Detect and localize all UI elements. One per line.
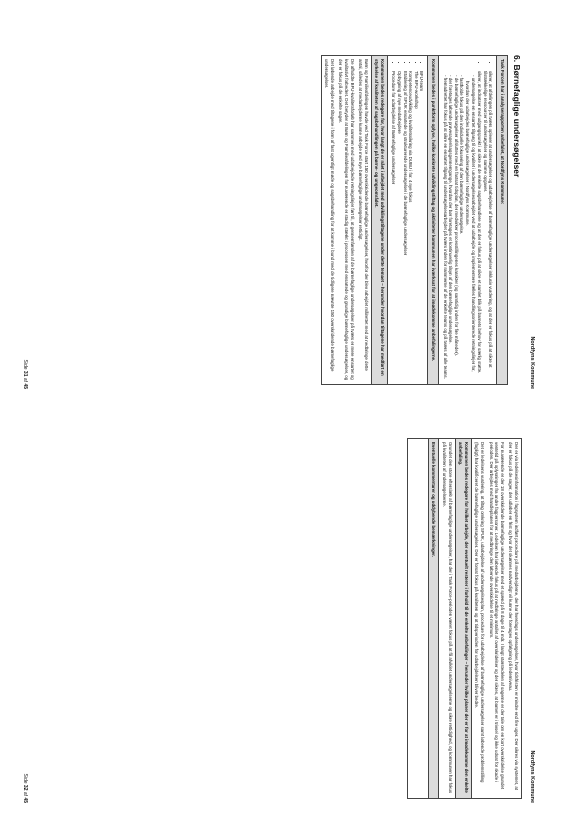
- recommendation-list: [442, 59, 493, 381]
- answer-paragraph: Det er ledelsens vurdering, at tiltag omkring SPUK, udarbejdelse af undersøgelsesplan, procedure for udarbejdelse af børnefaglige undersøgelser samt løbende problemstilling (fagligt) har kvalificeret de børnefaglige undersøgelser. Der er forsat fokus på kvaliteten og at tidsperioden for udarbejdelsen bliver bedre.: [474, 442, 486, 783]
- sub-recommendation-list: [442, 71, 476, 381]
- continued-table: [407, 438, 522, 799]
- actions-cell: [387, 56, 428, 384]
- list-item: • sikrer, at afdelingen på tværs oplever at undersøgelser og udarbejdelse af børnefaglige undersøgelser inklusiv vurdering, og at der er fokus på at sikre at tilstrækkelige ressourcer til undersøgelser og samme opgaver.: [482, 71, 493, 381]
- answer-paragraph: For nuværende er der 18 overskridende børnefaglige undersøgelser med et spænd på 8 dage til 4 mdr. I langt størstedelen af sagerne er der tale om en kort overskridelse grundet ventetid på oplysninger fra andre fagpersoner. Ledelsen har løbende fokus på at nedbringe antallet af overskridelser og der sikres, at barnet er i trivsel og ikke udsat for skade i perioden. Der arbejdes med handleplanen for at nedbringe den løbende overskridelse til et minimum.: [488, 442, 505, 790]
- list-item: • Procedure for udarbejdelse af Børnefaglige undersøgelser: [391, 71, 397, 381]
- list-item: - der foretages løbende prøvesager/sagsgennemgange, hvordan der bør foretages et kontinuerlig tilsyn af den børnefaglige undersøgelse.: [448, 81, 454, 381]
- q3-answer: Grundet den store efterslæb af børnefaglige undersøgelser, har der i Task Force-perioden været fokus på at få afviklet undersøgelserne og sikre rettidighed, og kommunen har fokus på kvaliteten af undersøgelserne.: [438, 439, 454, 798]
- task-force-heading: Task Forcen har i analyserapporten anbefalet, at Nordfyns Kommune:: [496, 56, 507, 384]
- page-32: [0, 414, 583, 827]
- list-item: • Opbygning af nye medarbejdere: [397, 71, 403, 381]
- list-item-text: sikrer, at indsatser med udgangspunkt i at sikre at de enkelte sagsbehandlere og at der er fokus på at sikre et samlet blik på barnets behov for særlig støtte.: [477, 71, 483, 374]
- comments-cell: [408, 439, 428, 798]
- page-body: [321, 55, 522, 385]
- answer-paragraph: Der er via ledelsesinformation i fagsystem indført procedure på medarbejderne, der har hverdags undersøgelser, hvor tidsfristen er mindre end fire uger. Der sikres via systemet, at der er fokus på de sager, der udløber en frist og hvor det skønnes nødvendigt vil kunne der foretages opfølgning på lederniveau.: [508, 442, 519, 790]
- list-item: - undersøgelse en ensartet tilgang til og kvalitet i undersøgelsesarbejdet ved at udarbejde og implementere fælles handlingsorienterede retningslinjer for, hvordan der udarbejdes børnefaglige undersøgelser i Nordfyns Kommune.: [464, 81, 475, 381]
- list-item: - fastholde fokus på den individuelle fokusering af den børnefaglige undersøgelse.: [459, 81, 465, 381]
- footer-prefix: Side: [22, 359, 28, 371]
- page-number: 32: [22, 784, 28, 791]
- recommendations-cell: [438, 56, 496, 384]
- page-header: Nordfyns Kommune: [529, 750, 535, 803]
- list-item: • Etablering af SPUK ensartede og strukturerede undersøgelser i de børnefaglige undersøgelser: [402, 71, 408, 381]
- answer-paragraph: Det løbende arbejde med tiltagene i form af fast ugentligt møde og sagsbehandling for at komme i bund med de tidligere nævnte 150 overskridende børnefaglige undersøgelser.: [324, 59, 335, 372]
- answer-cell: [322, 56, 371, 384]
- list-item: • The BFU-workshop: [413, 71, 419, 381]
- question-2: Kommunen bedes redegøre for, hvor langt de er nået i arbejdet med udviklingstiltagene under dette temaet – herunder hvordan tiltagene har medført en styrkelse af kvaliteten af sagsbehandlingen på børne- og ungeområdet.: [371, 56, 387, 384]
- footer-prefix: Side: [22, 773, 28, 785]
- question-3: Kommunen bedes redegøre for hvilket arbejde, der eventuelt resterer i forhold til de enkelte anbefalinger – herunder hvilke planer der er for at imødekomme den enkelte anbefaling.: [455, 439, 471, 798]
- list-item: • Kompetenceudvikling og kvalitetssikring via DUBU i for. 4 nye fokus: [408, 71, 414, 381]
- section-title: 6. Børnefaglige undersøgelser: [512, 55, 522, 178]
- actions-list: [391, 59, 425, 381]
- list-item: - fremadrettet har fokus på at sikre en ensartet tilgang til undersøgelsesarbejdet på tværs inden for rammerne af de enkelte teams og på tværs af alle teams.: [442, 81, 448, 381]
- answer-cell: [471, 439, 521, 798]
- page-total: 45: [22, 797, 28, 803]
- page-number: 31: [22, 370, 28, 377]
- page-footer: [22, 360, 28, 389]
- page-footer: [22, 774, 28, 803]
- page-body: [407, 438, 522, 799]
- footer-sep: af: [22, 376, 28, 384]
- list-item: • BFU-team: [419, 71, 425, 381]
- page-total: 45: [22, 383, 28, 389]
- page-header: Nordfyns Kommune: [529, 336, 535, 389]
- list-item: - de børnefaglige undersøgelser afsluttes med en fastsat tidsplan, der medvirker processtillingenes karakter (og samtidig inden for fire måneder).: [453, 81, 459, 381]
- footer-sep: af: [22, 790, 28, 798]
- question-1: Kommunen bedes i punktform oplyse, hvilke konkrete udviklingstiltag og aktiviteter kommunen har iværksat for at imødekomme anbefalingerne.: [427, 56, 438, 384]
- answer-paragraph: De afholdte BFU-kvalitetsforløb har sammen med udarbejdede retningslinjer ført til, at gennemførslen af de børnefaglige undersøgelser på tværs er mere ensartet og kvalitativt forbedret. Det betyder at Børn og Familieafdelingen for nuværende er stadig stærkt i processen med ensartede og grundige børnefaglige undersøgelser, og der er fokus på de enkelte sager.: [338, 59, 355, 381]
- answer-paragraph: Børn og Familieafdelingen havde ved Task Force start 150 overskridende børnefaglige undersøgelser, hvorfor der blev arbejdet målrettet med at nedbringe dette antal, således at medarbejderne kunne arbejde med nye børnefaglige undersøgelser rettidigt.: [358, 59, 369, 371]
- page-31: [0, 0, 583, 413]
- list-item: [442, 71, 482, 381]
- question-4: Eventuelle kommentarer og uddybende bemærkninger.: [428, 439, 439, 798]
- task-force-table: [321, 55, 508, 385]
